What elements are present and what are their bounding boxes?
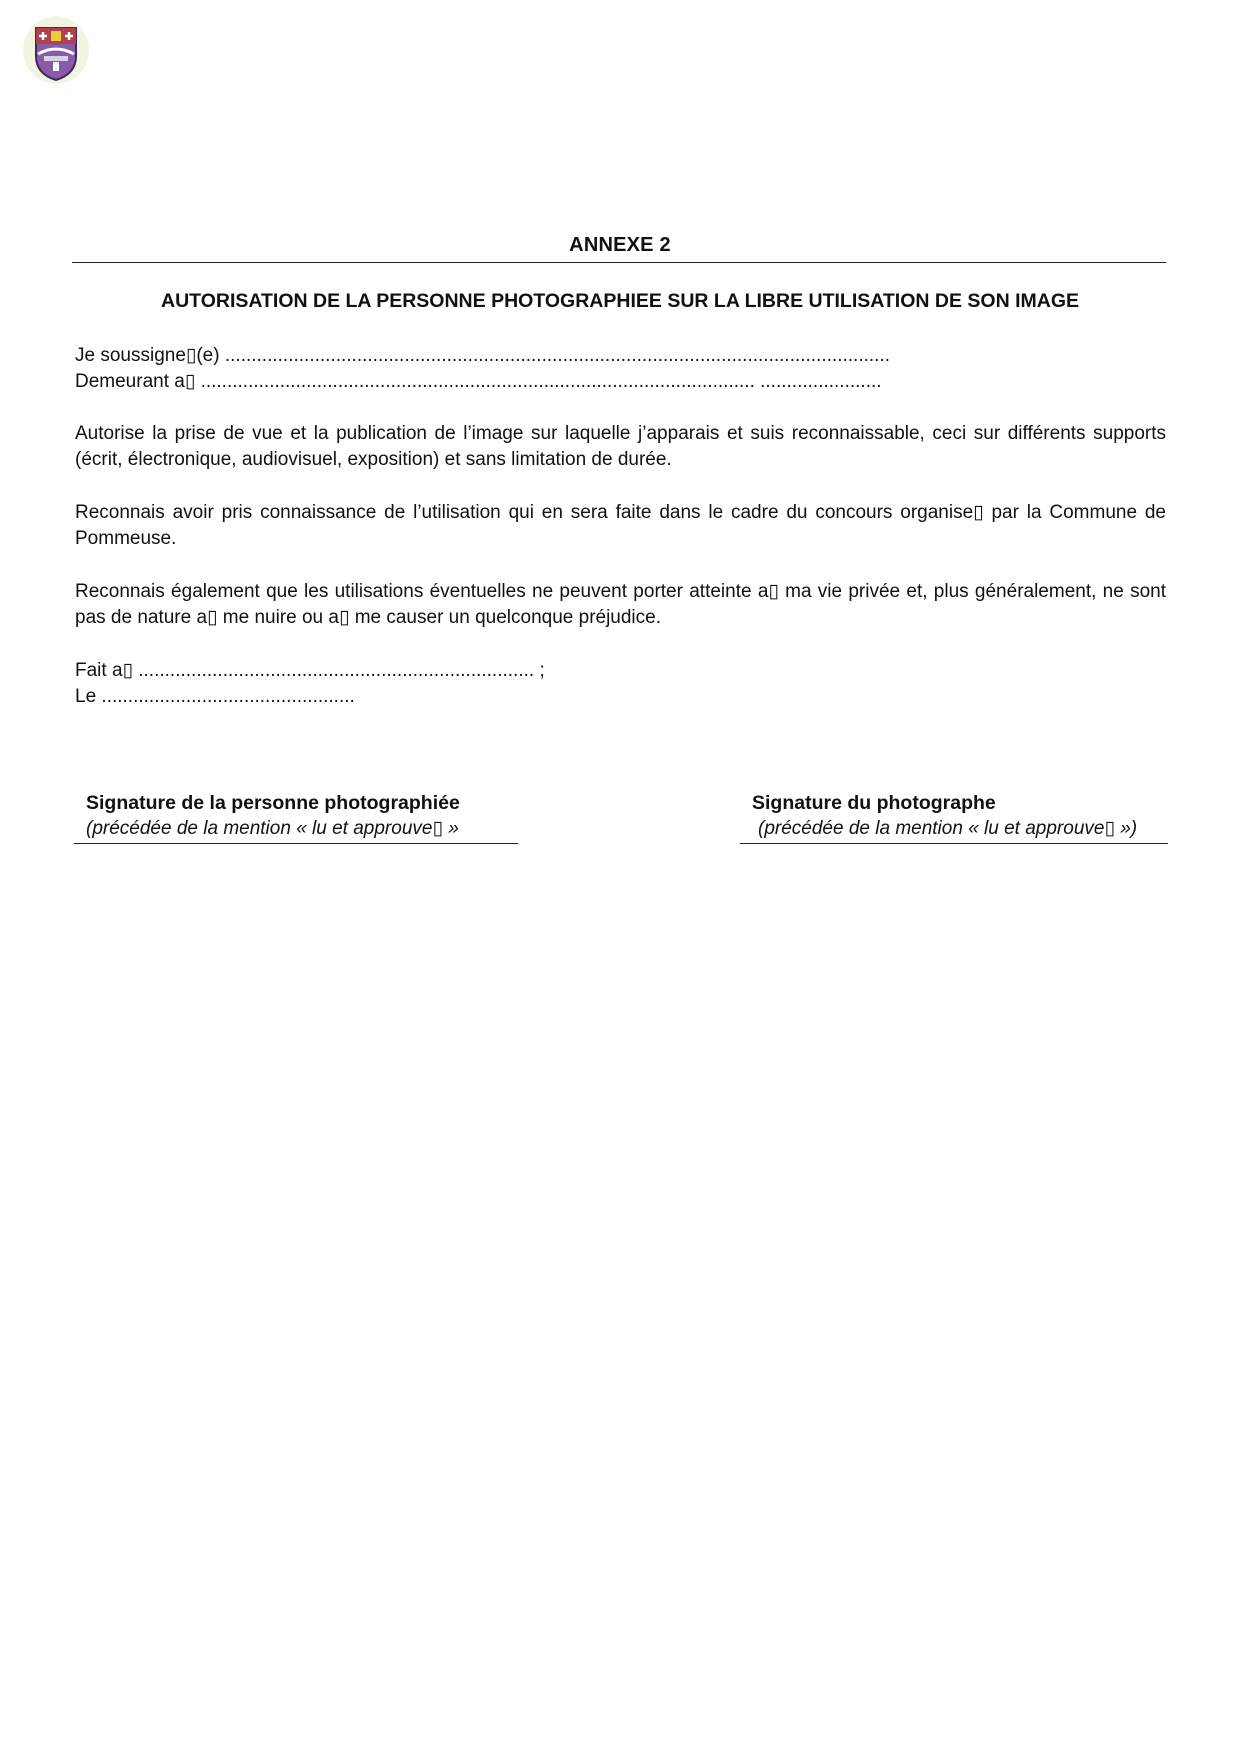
signature-photographer-title: Signature du photographe <box>752 792 996 814</box>
header-divider <box>72 262 1166 263</box>
soussigne-field[interactable]: Je soussigne▯(e) .............................................................................................................................. <box>75 345 890 366</box>
demeurant-field[interactable]: Demeurant a▯ ......................................................................................................... ....................... <box>75 371 882 392</box>
paragraph-acknowledgement-privacy: Reconnais également que les utilisations éventuelles ne peuvent porter atteinte a▯ ma vie privée et, plus généralement, ne sont pas de nature a▯ me nuire ou a▯ me causer un quelconque préjudice. <box>75 581 1166 628</box>
fait-a-field[interactable]: Fait a▯ ........................................................................... ; <box>75 660 545 681</box>
document-title: AUTORISATION DE LA PERSONNE PHOTOGRAPHIEE SUR LA LIBRE UTILISATION DE SON IMAGE <box>160 290 1079 312</box>
signature-photographed-person-note: (précédée de la mention « lu et approuve▯ » <box>86 818 459 839</box>
signature-photographer-line[interactable] <box>740 843 1168 844</box>
municipal-coat-of-arms-logo <box>20 14 92 86</box>
signature-photographed-person-line[interactable] <box>74 843 518 844</box>
signature-photographer-note: (précédée de la mention « lu et approuve▯ ») <box>758 818 1138 839</box>
paragraph-authorization: Autorise la prise de vue et la publication de l’image sur laquelle j’apparais et suis reconnaissable, ceci sur différents supports (écrit, électronique, audiovisuel, exposition) et sans limitation de durée. <box>75 423 1166 470</box>
date-field[interactable]: Le ................................................ <box>75 686 355 707</box>
signature-photographed-person-title: Signature de la personne photographiée <box>86 792 460 814</box>
annex-number: ANNEXE 2 <box>569 234 671 256</box>
paragraph-acknowledgement-usage: Reconnais avoir pris connaissance de l’utilisation qui en sera faite dans le cadre du concours organise▯ par la Commune de Pommeuse. <box>75 502 1166 549</box>
